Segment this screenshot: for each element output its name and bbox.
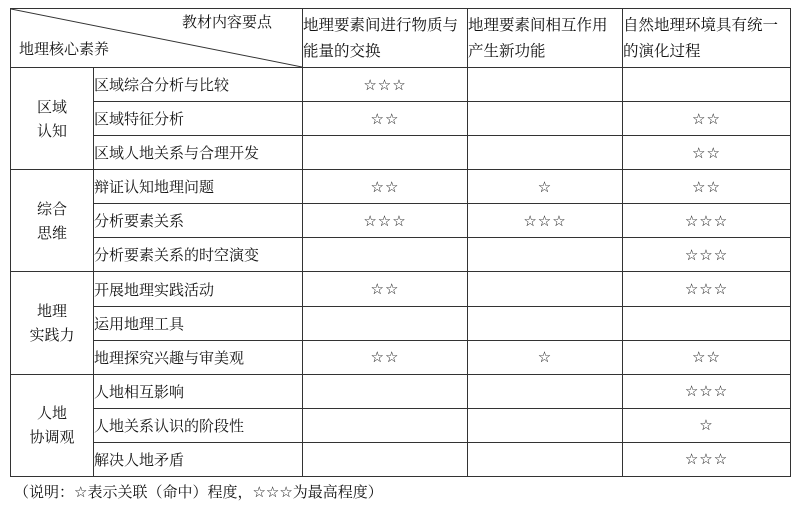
table-row [11,102,791,136]
literacy-group-cell [11,374,94,476]
literacy-item-label: 辩证认知地理问题 [94,170,303,204]
rating-cell-interaction-new-function: ☆☆☆ [468,204,623,238]
literacy-group-label: 地理 [36,302,67,321]
rating-cell-unified-evolution [623,68,791,102]
content-points-header: 教材内容要点 [181,13,272,31]
literacy-group-label: 区域 [36,97,67,116]
rating-cell-material-energy-exchange: ☆☆ [303,340,468,374]
literacy-item-label: 人地关系认识的阶段性 [94,408,303,442]
rating-cell-interaction-new-function [468,136,623,170]
column-header-unified-evolution: 自然地理环境具有统一的演化过程 [623,9,791,68]
rating-cell-interaction-new-function [468,408,623,442]
table-row [11,306,791,340]
rating-cell-material-energy-exchange: ☆☆☆ [303,68,468,102]
rating-cell-unified-evolution: ☆☆☆ [623,238,791,272]
table-row [11,136,791,170]
table-row [11,272,791,306]
rating-cell-unified-evolution: ☆☆☆ [623,442,791,476]
rating-cell-interaction-new-function: ☆ [468,170,623,204]
table-row [11,68,791,102]
literacy-item-label: 人地相互影响 [94,374,303,408]
table-row [11,170,791,204]
header-row [11,9,791,68]
literacy-item-label: 分析要素关系的时空演变 [94,238,303,272]
rating-cell-interaction-new-function [468,102,623,136]
legend-note: （说明：☆表示关联（命中）程度，☆☆☆为最高程度） [14,483,383,501]
table-row [11,204,791,238]
literacy-group-label: 思维 [36,223,67,242]
rating-cell-interaction-new-function [468,442,623,476]
rating-cell-material-energy-exchange: ☆☆ [303,170,468,204]
table-row [11,408,791,442]
diagonal-header-cell [11,9,303,68]
rating-cell-unified-evolution: ☆☆☆ [623,374,791,408]
rating-cell-unified-evolution: ☆ [623,408,791,442]
rating-cell-material-energy-exchange [303,408,468,442]
rating-cell-material-energy-exchange: ☆☆☆ [303,204,468,238]
table-row [11,340,791,374]
rating-cell-unified-evolution [623,306,791,340]
column-header-interaction-new-function: 地理要素间相互作用产生新功能 [468,9,623,68]
table-row [11,238,791,272]
rating-cell-unified-evolution: ☆☆ [623,136,791,170]
rating-cell-unified-evolution: ☆☆ [623,170,791,204]
rating-cell-unified-evolution: ☆☆ [623,102,791,136]
literacy-group-cell [11,272,94,374]
literacy-item-label: 区域人地关系与合理开发 [94,136,303,170]
table-row [11,442,791,476]
rating-cell-interaction-new-function [468,374,623,408]
rating-cell-material-energy-exchange [303,374,468,408]
rating-cell-interaction-new-function [468,306,623,340]
literacy-item-label: 区域综合分析与比较 [94,68,303,102]
literacy-item-label: 区域特征分析 [94,102,303,136]
rating-cell-material-energy-exchange [303,238,468,272]
literacy-group-label: 实践力 [29,326,75,345]
matrix-body [11,68,791,477]
literacy-group-cell [11,68,94,170]
literacy-item-label: 开展地理实践活动 [94,272,303,306]
rating-cell-unified-evolution: ☆☆☆ [623,204,791,238]
rating-cell-material-energy-exchange: ☆☆ [303,102,468,136]
rating-cell-interaction-new-function [468,272,623,306]
rating-cell-unified-evolution: ☆☆ [623,340,791,374]
rating-cell-material-energy-exchange [303,136,468,170]
table-row [11,374,791,408]
core-literacy-header: 地理核心素养 [19,40,110,58]
rating-cell-interaction-new-function: ☆ [468,340,623,374]
literacy-item-label: 运用地理工具 [94,306,303,340]
literacy-item-label: 解决人地矛盾 [94,442,303,476]
literacy-group-label: 认知 [36,121,67,140]
column-header-material-energy-exchange: 地理要素间进行物质与能量的交换 [303,9,468,68]
literacy-group-label: 人地 [36,404,67,423]
literacy-group-label: 综合 [36,199,67,218]
rating-cell-interaction-new-function [468,68,623,102]
literacy-content-matrix [10,8,791,477]
rating-cell-interaction-new-function [468,238,623,272]
literacy-item-label: 分析要素关系 [94,204,303,238]
literacy-group-label: 协调观 [29,428,75,447]
rating-cell-unified-evolution: ☆☆☆ [623,272,791,306]
literacy-group-cell [11,170,94,272]
rating-cell-material-energy-exchange: ☆☆ [303,272,468,306]
rating-cell-material-energy-exchange [303,442,468,476]
rating-cell-material-energy-exchange [303,306,468,340]
literacy-item-label: 地理探究兴趣与审美观 [94,340,303,374]
